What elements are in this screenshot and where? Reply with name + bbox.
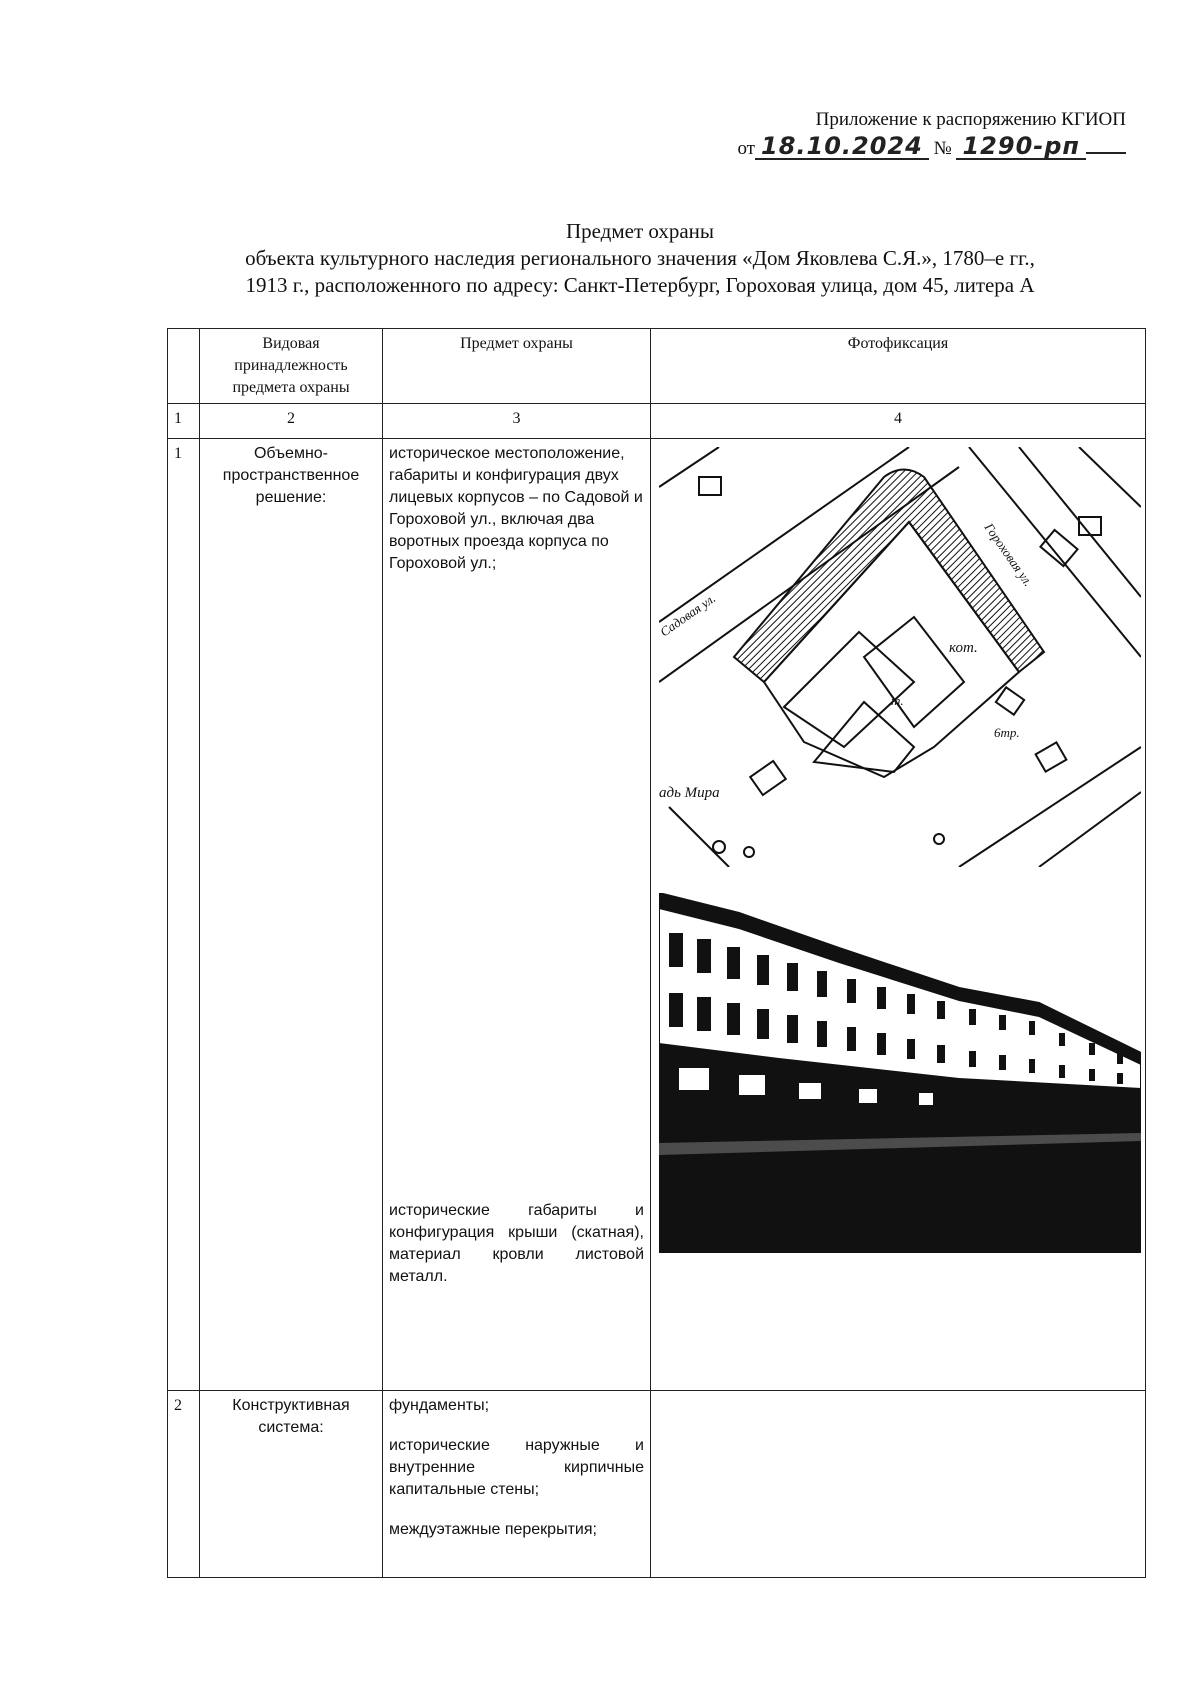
row-photo-cell [651,439,1146,1391]
map-street-label: Садовая ул. [659,590,719,640]
title-line-3: 1913 г., расположенного по адресу: Санкт-Петербург, Гороховая улица, дом 45, литера А [245,273,1035,297]
subject-item: историческое местоположение, габариты и конфигурация двух лицевых корпусов – по Садовой и Гороховой ул., включая два воротных проезда корпуса по Гороховой ул.; [389,445,643,572]
row-number: 2 [168,1391,200,1578]
date-prefix: от [737,138,755,159]
building-photo [659,893,1141,1253]
row-kind: Конструктивная система: [200,1391,383,1578]
handwritten-number: 1290-рп [956,134,1086,160]
table-row [168,439,1146,1391]
subject-item: исторические наружные и внутренние кирпичные капитальные стены; [389,1437,644,1498]
subject-item: междуэтажные перекрытия; [389,1521,597,1538]
map-label: 6тр. [994,725,1020,740]
map-square-label: адь Мира [659,785,720,801]
subject-item: исторические габариты и конфигурация крыши (скатная), материал кровли листовой металл. [389,1202,644,1285]
column-number: 3 [383,404,651,439]
subject-item: фундаменты; [389,1397,490,1414]
protection-subject-table [167,328,1146,1578]
number-prefix: № [933,138,952,159]
appendix-title: Приложение к распоряжению КГИОП [815,109,1126,130]
handwritten-date: 18.10.2024 [755,134,929,160]
column-number: 4 [651,404,1146,439]
map-street-label: Гороховая ул. [981,520,1037,590]
map-label: m. [891,693,904,708]
title-line-1: Предмет охраны [565,219,715,243]
site-plan-map [659,447,1141,867]
row-photo-cell-empty [651,1391,1146,1578]
column-number: 1 [168,404,200,439]
header-cell-num [168,329,200,404]
underline-blank [1086,152,1126,154]
map-label: кот. [949,640,978,656]
header-cell-kind: Видовая принадлежность предмета охраны [200,329,383,404]
title-line-2: объекта культурного наследия регионального значения «Дом Яковлева С.Я.», 1780–е гг., [245,246,1035,270]
appendix-header [737,108,1126,161]
document-title [150,218,1130,299]
row-subject [383,1391,651,1578]
table-header-row [168,329,1146,404]
table-row [168,1391,1146,1578]
column-number: 2 [200,404,383,439]
appendix-date-number [737,134,1126,161]
column-number-row [168,404,1146,439]
header-cell-photo: Фотофиксация [651,329,1146,404]
header-cell-subject: Предмет охраны [383,329,651,404]
row-subject [383,439,651,1391]
row-number: 1 [168,439,200,1391]
row-kind: Объемно-пространственное решение: [200,439,383,1391]
